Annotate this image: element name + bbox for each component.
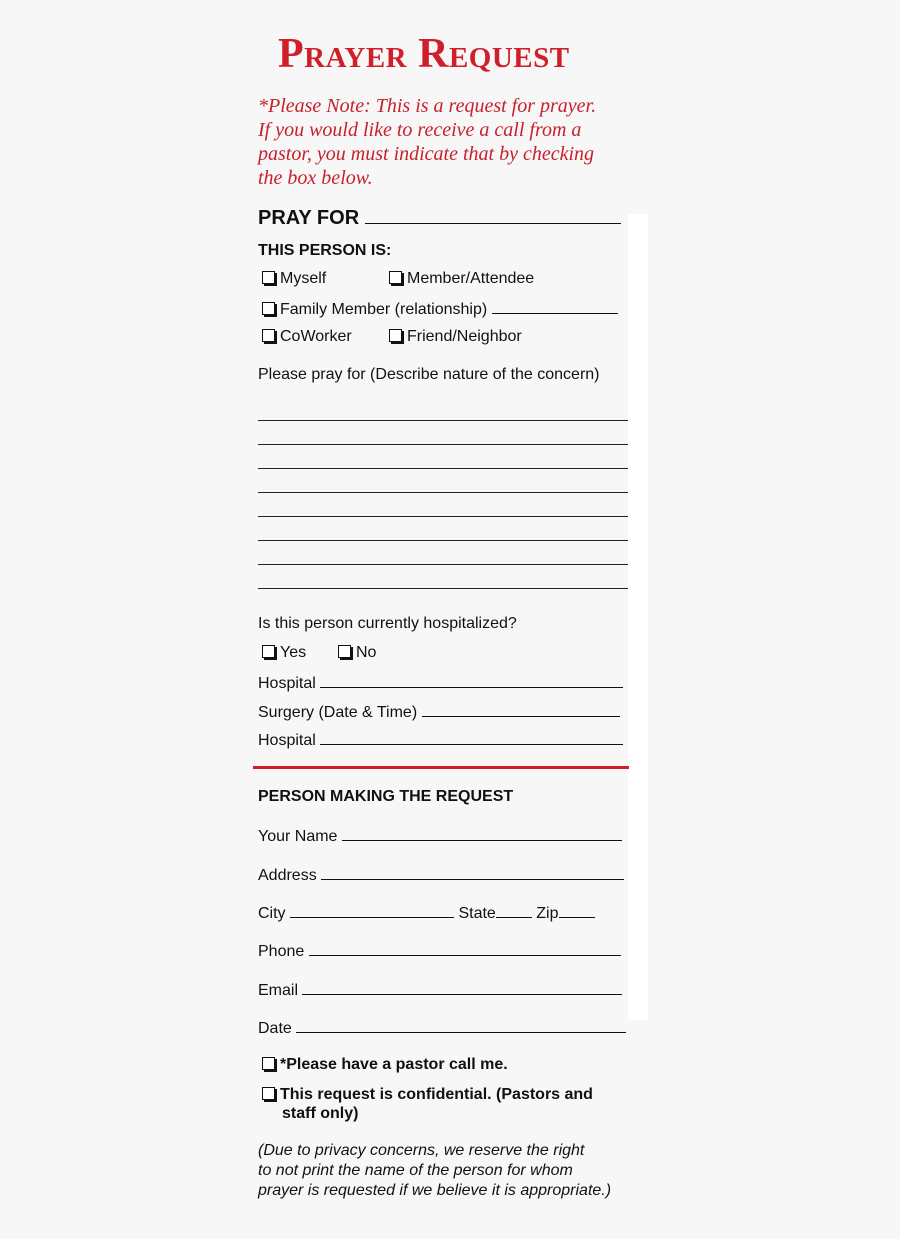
note-line: *Please Note: This is a request for prayer. xyxy=(258,95,597,117)
city-label: City xyxy=(258,905,286,922)
coworker-checkbox[interactable] xyxy=(262,329,275,342)
hospital-label: Hospital xyxy=(258,675,316,692)
hospital-label-2: Hospital xyxy=(258,732,316,749)
surgery-field[interactable] xyxy=(422,702,620,717)
date-row xyxy=(258,1018,626,1038)
concern-line[interactable] xyxy=(258,564,628,565)
requester-heading: PERSON MAKING THE REQUEST xyxy=(258,788,514,805)
pray-for-field[interactable] xyxy=(365,209,621,224)
relationship-field[interactable] xyxy=(492,299,618,314)
address-field[interactable] xyxy=(321,865,624,880)
footnote-line: (Due to privacy concerns, we reserve the right xyxy=(258,1142,585,1159)
phone-field[interactable] xyxy=(309,941,621,956)
surgery-label: Surgery (Date & Time) xyxy=(258,704,418,721)
myself-checkbox[interactable] xyxy=(262,271,275,284)
email-label: Email xyxy=(258,982,299,999)
phone-label: Phone xyxy=(258,943,305,960)
member-label: Member/Attendee xyxy=(407,270,535,287)
state-label: State xyxy=(458,905,496,922)
footnote-line: to not print the name of the person for whom xyxy=(258,1162,573,1179)
concern-line[interactable] xyxy=(258,588,628,589)
zip-field[interactable] xyxy=(559,903,595,918)
hospitalized-question: Is this person currently hospitalized? xyxy=(258,615,517,632)
section-divider xyxy=(253,766,629,769)
surgery-row xyxy=(258,702,620,722)
hospital-row-2 xyxy=(258,730,623,750)
hospital-field[interactable] xyxy=(320,673,623,688)
note-line: pastor, you must indicate that by checking xyxy=(258,143,595,165)
option-member[interactable] xyxy=(389,270,534,288)
yes-label: Yes xyxy=(280,644,307,661)
family-label: Family Member (relationship) xyxy=(280,301,488,318)
page-title: Prayer Request xyxy=(278,31,570,77)
privacy-footnote xyxy=(258,1141,638,1201)
footnote-line: prayer is requested if we believe it is appropriate.) xyxy=(258,1182,612,1199)
confidential-checkbox[interactable] xyxy=(262,1087,275,1100)
confidential-label: This request is confidential. (Pastors and xyxy=(280,1086,593,1103)
concern-line[interactable] xyxy=(258,444,628,445)
concern-line[interactable] xyxy=(258,420,628,421)
name-field[interactable] xyxy=(342,826,622,841)
friend-label: Friend/Neighbor xyxy=(407,328,522,345)
call-me-option[interactable] xyxy=(262,1056,508,1074)
concern-label: Please pray for (Describe nature of the concern) xyxy=(258,366,600,383)
option-family[interactable] xyxy=(262,299,618,319)
pray-for-label: PRAY FOR xyxy=(258,207,360,229)
option-coworker[interactable] xyxy=(262,328,352,346)
address-row xyxy=(258,865,624,885)
state-field[interactable] xyxy=(496,903,532,918)
member-checkbox[interactable] xyxy=(389,271,402,284)
zip-label: Zip xyxy=(536,905,559,922)
note-line: If you would like to receive a call from a xyxy=(258,119,582,141)
confidential-option[interactable] xyxy=(262,1085,593,1123)
date-label: Date xyxy=(258,1020,292,1037)
this-person-label: THIS PERSON IS: xyxy=(258,242,392,259)
option-no[interactable] xyxy=(338,644,376,662)
city-field[interactable] xyxy=(290,903,454,918)
myself-label: Myself xyxy=(280,270,327,287)
call-me-label: *Please have a pastor call me. xyxy=(280,1056,508,1073)
hospital-row xyxy=(258,673,623,693)
no-label: No xyxy=(356,644,377,661)
email-row xyxy=(258,980,622,1000)
friend-checkbox[interactable] xyxy=(389,329,402,342)
pray-for-row xyxy=(258,207,621,230)
phone-row xyxy=(258,941,621,961)
date-field[interactable] xyxy=(296,1018,626,1033)
concern-line[interactable] xyxy=(258,540,628,541)
name-row xyxy=(258,826,622,846)
paper-edge xyxy=(628,214,648,1020)
prayer-note xyxy=(258,94,628,190)
hospital-field-2[interactable] xyxy=(320,730,623,745)
yes-checkbox[interactable] xyxy=(262,645,275,658)
coworker-label: CoWorker xyxy=(280,328,352,345)
city-row xyxy=(258,903,595,923)
concern-line[interactable] xyxy=(258,492,628,493)
note-line: the box below. xyxy=(258,167,373,189)
concern-line[interactable] xyxy=(258,468,628,469)
address-label: Address xyxy=(258,867,317,884)
confidential-label-2: staff only) xyxy=(282,1105,359,1122)
option-myself[interactable] xyxy=(262,270,326,288)
name-label: Your Name xyxy=(258,828,338,845)
no-checkbox[interactable] xyxy=(338,645,351,658)
concern-line[interactable] xyxy=(258,516,628,517)
option-friend[interactable] xyxy=(389,328,522,346)
option-yes[interactable] xyxy=(262,644,306,662)
email-field[interactable] xyxy=(302,980,622,995)
family-checkbox[interactable] xyxy=(262,302,275,315)
call-me-checkbox[interactable] xyxy=(262,1057,275,1070)
